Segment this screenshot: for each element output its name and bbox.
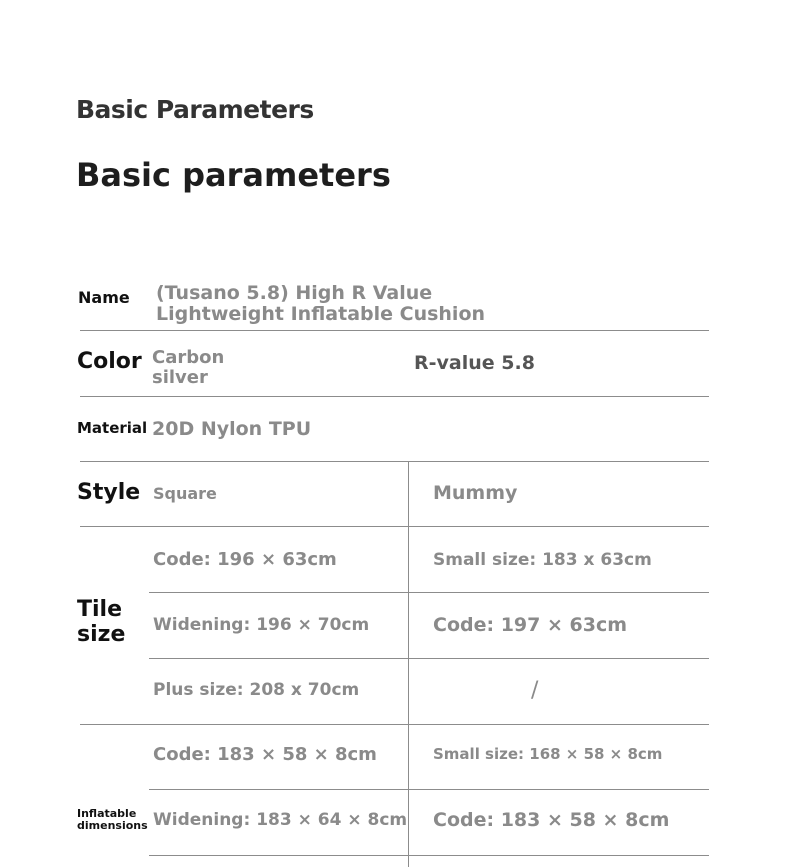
tile-size-label-line2: size <box>77 622 126 647</box>
divider <box>80 724 709 725</box>
page-title: Basic Parameters <box>76 95 314 124</box>
inflatable-label-line2: dimensions <box>77 819 148 832</box>
tile-size-right-2: Code: 197 × 63cm <box>433 614 628 636</box>
name-value-line2: Lightweight Inflatable Cushion <box>156 303 486 325</box>
style-left: Square <box>153 484 217 503</box>
divider <box>149 592 709 593</box>
inflatable-right-2: Code: 183 × 58 × 8cm <box>433 809 670 831</box>
divider <box>149 658 709 659</box>
divider <box>80 461 709 462</box>
inflatable-dimensions-label <box>77 808 148 832</box>
divider <box>149 855 709 856</box>
column-divider <box>408 461 409 867</box>
divider <box>80 526 709 527</box>
tile-size-left-2: Widening: 196 × 70cm <box>153 615 370 635</box>
color-value <box>152 348 224 388</box>
divider <box>80 330 709 331</box>
name-value-line1: (Tusano 5.8) High R Value <box>156 282 433 304</box>
divider <box>149 789 709 790</box>
color-label: Color <box>77 349 142 374</box>
tile-size-right-3: / <box>531 678 539 703</box>
tile-size-left-3: Plus size: 208 x 70cm <box>153 680 360 700</box>
name-value <box>156 283 485 325</box>
style-label: Style <box>77 480 141 505</box>
color-value-line2: silver <box>152 367 208 388</box>
divider <box>80 396 709 397</box>
inflatable-right-1: Small size: 168 × 58 × 8cm <box>433 745 663 763</box>
color-value-line1: Carbon <box>152 347 225 368</box>
inflatable-label-line1: Inflatable <box>77 807 137 820</box>
tile-size-label-line1: Tile <box>77 597 123 622</box>
material-value: 20D Nylon TPU <box>152 418 312 440</box>
r-value: R-value 5.8 <box>414 352 535 374</box>
tile-size-right-1: Small size: 183 x 63cm <box>433 550 652 570</box>
inflatable-left-2: Widening: 183 × 64 × 8cm <box>153 810 408 830</box>
section-title: Basic parameters <box>76 156 391 194</box>
inflatable-left-1: Code: 183 × 58 × 8cm <box>153 744 377 765</box>
material-label: Material <box>77 419 148 437</box>
tile-size-left-1: Code: 196 × 63cm <box>153 549 337 570</box>
style-right: Mummy <box>433 482 518 504</box>
name-label: Name <box>78 288 130 307</box>
tile-size-label <box>77 597 125 647</box>
